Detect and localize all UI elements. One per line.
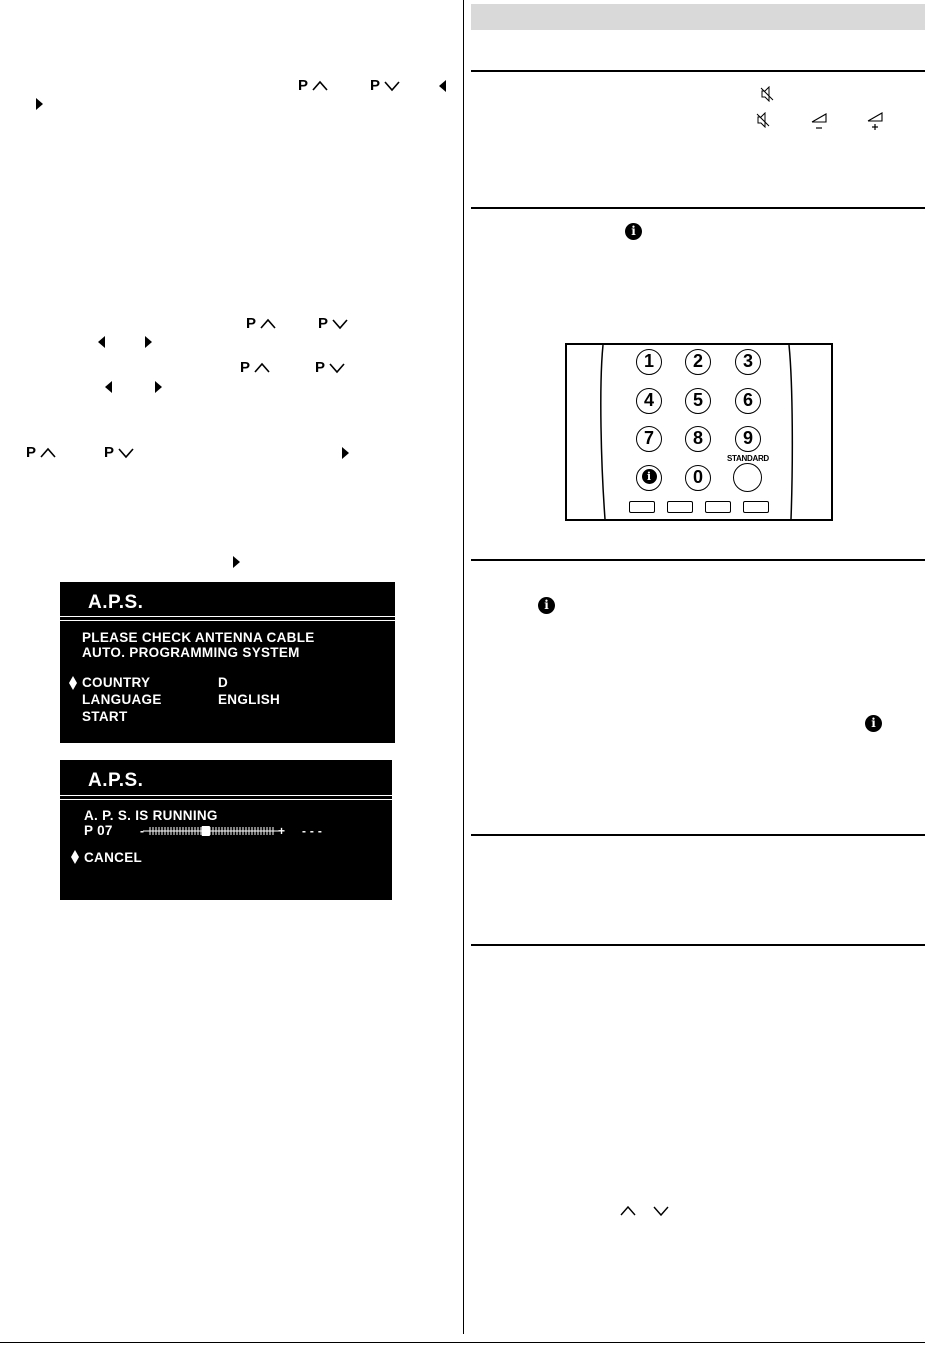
key-6: 6: [735, 388, 761, 414]
aps-progress-bar: [140, 824, 286, 838]
aps-frequency-readout: - - -: [302, 824, 323, 838]
section-header-bar: [471, 4, 925, 30]
section-rule: [471, 944, 925, 946]
right-arrow-icon: [155, 381, 162, 393]
osd-divider: [60, 620, 395, 621]
aps-running-title: A.P.S.: [88, 770, 144, 791]
aps-menu-title: A.P.S.: [88, 592, 144, 613]
key-8: 8: [685, 426, 711, 452]
svg-text:-: -: [140, 824, 144, 838]
aps-menu-item-language[interactable]: LANGUAGE: [82, 692, 162, 707]
section-rule: [471, 559, 925, 561]
left-arrow-icon: [105, 381, 112, 393]
section-rule: [471, 70, 925, 72]
chevron-up-icon: [312, 80, 328, 92]
chevron-up-icon: [40, 447, 56, 459]
progress-thumb: [202, 826, 210, 836]
green-key: [667, 501, 693, 513]
key-3: 3: [735, 349, 761, 375]
aps-menu-value-country: D: [218, 675, 229, 690]
left-arrow-icon: [98, 336, 105, 348]
info-icon: i: [865, 715, 882, 732]
aps-cancel-item[interactable]: CANCEL: [84, 850, 143, 865]
selector-diamond-icon: [69, 676, 77, 690]
chevron-down-icon: [329, 362, 345, 374]
info-icon: i: [642, 469, 657, 484]
left-arrow-icon: [439, 80, 446, 92]
right-arrow-icon: [145, 336, 152, 348]
remote-control-illustration: [565, 343, 833, 521]
p-up-key-glyph: P: [26, 445, 56, 461]
chevron-up-icon: [254, 362, 270, 374]
volume-up-icon: [867, 110, 885, 132]
svg-text:+: +: [278, 824, 286, 838]
p-up-key-glyph: P: [240, 360, 270, 376]
aps-menu-message: PLEASE CHECK ANTENNA CABLE: [82, 630, 315, 645]
p-up-key-glyph: P: [246, 316, 276, 332]
blue-key: [743, 501, 769, 513]
key-4: 4: [636, 388, 662, 414]
p-down-key-glyph: P: [370, 78, 400, 94]
key-1: 1: [636, 349, 662, 375]
chevron-down-icon: [332, 318, 348, 330]
key-0: 0: [685, 465, 711, 491]
right-arrow-icon: [342, 447, 349, 459]
key-2: 2: [685, 349, 711, 375]
p-down-key-glyph: P: [315, 360, 345, 376]
p-down-key-glyph: P: [318, 316, 348, 332]
p-down-key-glyph: P: [104, 445, 134, 461]
p-up-key-glyph: P: [298, 78, 328, 94]
page-bottom-rule: [0, 1342, 925, 1343]
volume-down-icon: [811, 111, 829, 131]
aps-program-number: P 07: [84, 823, 113, 838]
chevron-up-icon: [620, 1205, 636, 1217]
key-9: 9: [735, 426, 761, 452]
chevron-down-icon: [118, 447, 134, 459]
mute-icon: [760, 86, 774, 102]
right-arrow-icon: [233, 556, 240, 568]
yellow-key: [705, 501, 731, 513]
mute-icon: [756, 112, 770, 128]
aps-menu-message: AUTO. PROGRAMMING SYSTEM: [82, 645, 300, 660]
aps-menu-item-country[interactable]: COUNTRY: [82, 675, 151, 690]
standard-key: [733, 463, 762, 492]
osd-divider: [60, 799, 392, 800]
key-5: 5: [685, 388, 711, 414]
selector-diamond-icon: [71, 850, 79, 864]
chevron-up-icon: [260, 318, 276, 330]
aps-running-screen: [60, 760, 392, 900]
info-icon: i: [538, 597, 555, 614]
section-rule: [471, 207, 925, 209]
chevron-down-icon: [384, 80, 400, 92]
aps-running-status: A. P. S. IS RUNNING: [84, 808, 218, 823]
red-key: [629, 501, 655, 513]
section-rule: [471, 834, 925, 836]
osd-divider: [60, 616, 395, 617]
aps-menu-value-language: ENGLISH: [218, 692, 281, 707]
chevron-down-icon: [653, 1205, 669, 1217]
column-divider: [463, 0, 464, 1334]
osd-divider: [60, 795, 392, 796]
standard-label: STANDARD: [727, 454, 769, 463]
key-info: [636, 465, 662, 491]
aps-menu-item-start[interactable]: START: [82, 709, 128, 724]
key-7: 7: [636, 426, 662, 452]
right-arrow-icon: [36, 98, 43, 110]
aps-menu-screen: [60, 582, 395, 743]
info-icon: i: [625, 223, 642, 240]
